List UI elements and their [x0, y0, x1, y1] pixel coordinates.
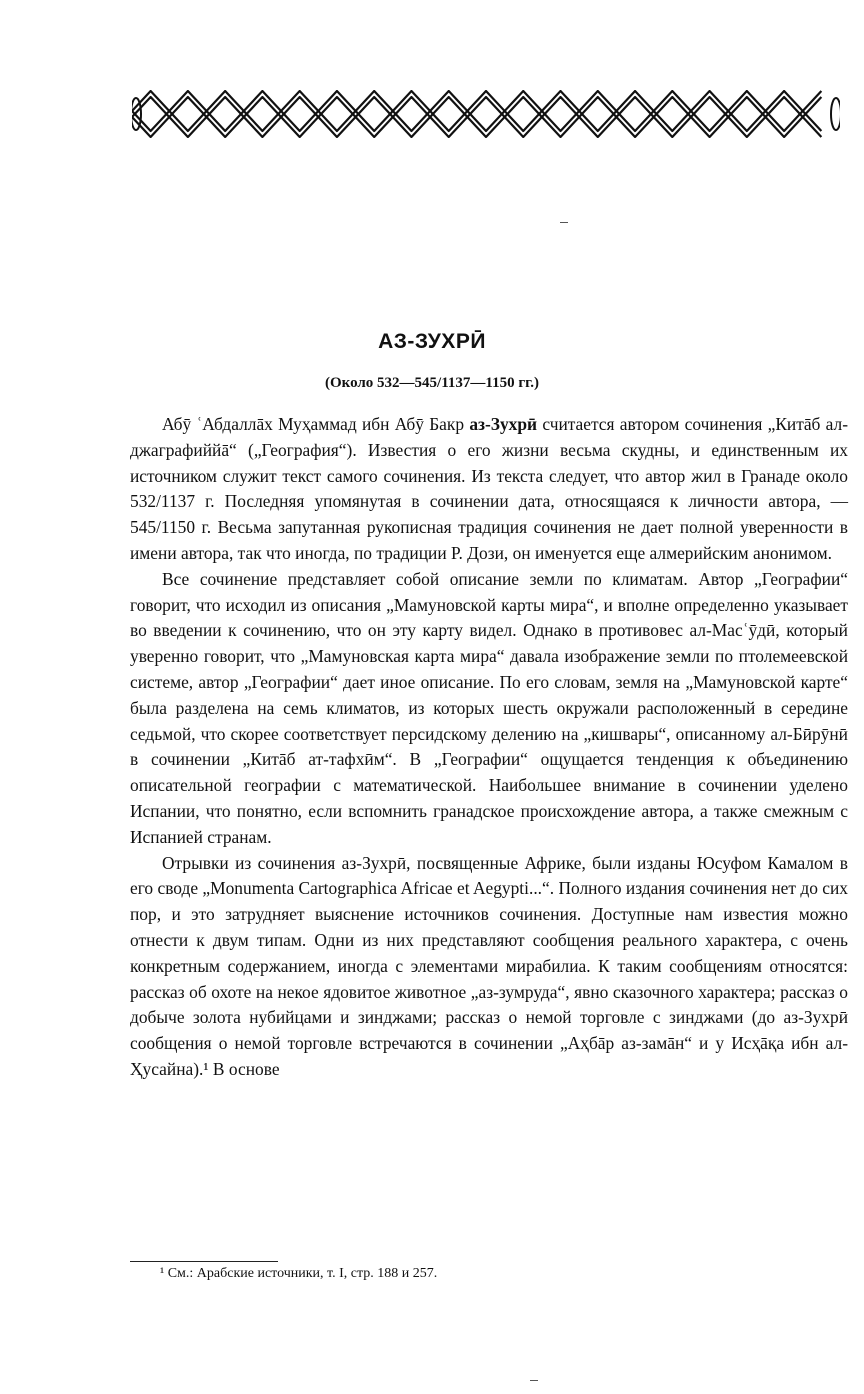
chapter-dates: (Около 532—545/1137—1150 гг.) [324, 375, 539, 391]
decorative-chain-ornament [132, 90, 840, 138]
footnote: ¹ См.: Арабские источники, т. I, стр. 188 и 257. [160, 1266, 438, 1281]
paragraph-1-start: Абӯ ʿАбдаллāх Муҳаммад ибн Абӯ Бакр [162, 414, 470, 434]
paragraph-1-rest: считается автором сочинения „Китāб ал-джаграфиййā“ („География“). Известия о его жизни весьма скудны, и единственным их источником служит текст самого сочинения. Из текста следует, что автор жил в Гранаде около 532/1137 г. Последняя упомянутая в сочинении дата, относящаяся к личности автора, — 545/1150 г. Весьма запутанная рукописная традиция сочинения не дает полной уверенности в имени автора, так что иногда, по традиции Р. Дози, он именуется еще алмерийским анонимом. [130, 414, 848, 563]
print-speck [560, 222, 568, 223]
chapter-title: АЗ-ЗУХРӢ [378, 330, 486, 353]
ornament-end-loop [831, 98, 840, 130]
footnote-divider [130, 1261, 278, 1262]
print-speck [530, 1380, 538, 1381]
paragraph-2: Все сочинение представляет собой описание земли по климатам. Автор „Географии“ говорит, что исходил из описания „Мамуновской карты мира“, и вполне определенно указывает во введении к сочинению, что он эту карту видел. Однако в противовес ал-Масʿӯдӣ, который уверенно говорит, что „Мамуновская карта мира“ давала изображение земли по птолемеевской системе, автор „Географии“ дает иное описание. По его словам, земля на „Мамуновской карте“ была разделена на семь климатов, из которых шесть окружали расположенный в середине седьмой, что скорее соответствует персидскому делению на „кишвары“, описанному ал-Бӣрӯнӣ в сочинении „Китāб ат-тафхӣм“. В „Географии“ ощущается тенденция к объединению описательной географии с математической. Наибольшее внимание в сочинении уделено Испании, что понятно, если вспомнить гранадское происхождение автора, а также смежным с Испанией странам. [130, 568, 848, 847]
article-body [130, 412, 848, 1083]
paragraph-3: Отрывки из сочинения аз-Зухрӣ, посвященные Африке, были изданы Юсуфом Камалом в его своде „Monumenta Cartographica Africae et Aegypti...“. Полного издания сочинения нет до сих пор, и это затрудняет выяснение источников сочинения. Доступные нам известия можно отнести к двум типам. Одни из них представляют сообщения реального характера, с очень конкретным содержанием, иногда с элементами мирабилиа. К таким сообщениям относятся: рассказ об охоте на некое ядовитое животное „аз-зумруда“, явно сказочного характера; рассказ о добыче золота нубийцами и зинджами; рассказ о немой торговле с зинджами (до аз-Зухрӣ сообщения о немой торговле встречаются в сочинении „Аҳбāр аз-замāн“ и у Исҳāқа ибн ал-Ҳусайна).¹ В основе [130, 852, 848, 1079]
paragraph-1 [130, 412, 848, 567]
author-name: аз-Зухрӣ [469, 414, 538, 434]
